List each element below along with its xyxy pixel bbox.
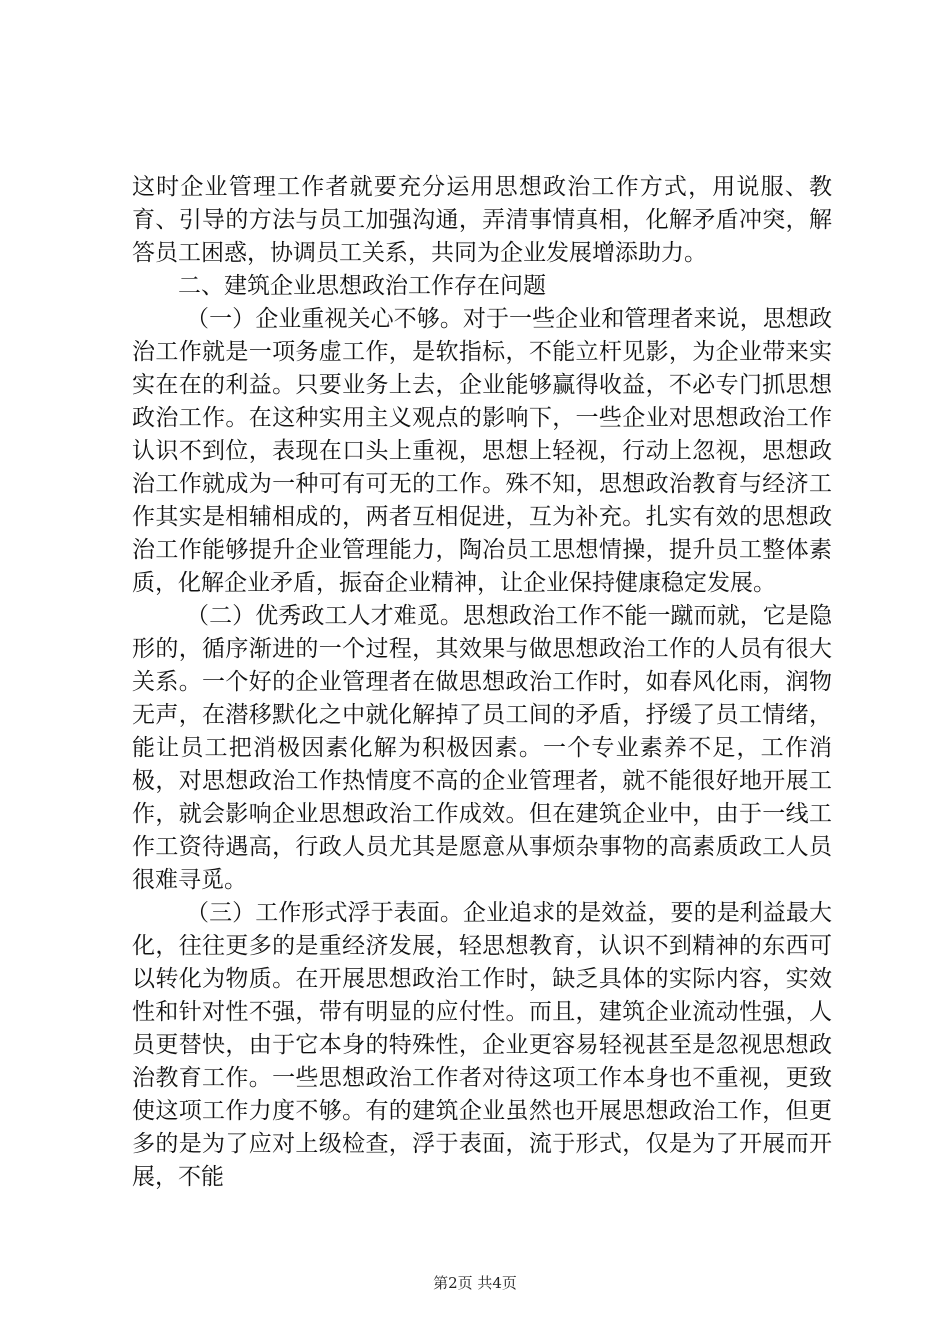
document-body [132,171,832,1194]
page-footer: 第2页 共4页 [433,1274,517,1292]
paragraph-issue-1: （一）企业重视关心不够。对于一些企业和管理者来说，思想政治工作就是一项务虚工作，是软指标，不能立杆见影，为企业带来实实在在的利益。只要业务上去，企业能够赢得收益，不必专门抓思想政治工作。在这种实用主义观点的影响下，一些企业对思想政治工作认识不到位，表现在口头上重视，思想上轻视，行动上忽视，思想政治工作就成为一种可有可无的工作。殊不知，思想政治教育与经济工作其实是相辅相成的，两者互相促进，互为补充。扎实有效的思想政治工作能够提升企业管理能力，陶冶员工思想情操，提升员工整体素质，化解企业矛盾，振奋企业精神，让企业保持健康稳定发展。 [132,306,832,596]
section-heading: 二、建筑企业思想政治工作存在问题 [178,273,546,299]
paragraph-issue-3: （三）工作形式浮于表面。企业追求的是效益，要的是利益最大化，往往更多的是重经济发展，轻思想教育，认识不到精神的东西可以转化为物质。在开展思想政治工作时，缺乏具体的实际内容，实效性和针对性不强，带有明显的应付性。而且，建筑企业流动性强，人员更替快，由于它本身的特殊性，企业更容易轻视甚至是忽视思想政治教育工作。一些思想政治工作者对待这项工作本身也不重视，更致使这项工作力度不够。有的建筑企业虽然也开展思想政治工作，但更多的是为了应对上级检查，浮于表面，流于形式，仅是为了开展而开展，不能 [132,900,832,1190]
paragraph-issue-2: （二）优秀政工人才难觅。思想政治工作不能一蹴而就，它是隐形的，循序渐进的一个过程，其效果与做思想政治工作的人员有很大关系。一个好的企业管理者在做思想政治工作时，如春风化雨，润物无声，在潜移默化之中就化解掉了员工间的矛盾，抒缓了员工情绪，能让员工把消极因素化解为积极因素。一个专业素养不足，工作消极，对思想政治工作热情度不高的企业管理者，就不能很好地开展工作，就会影响企业思想政治工作成效。但在建筑企业中，由于一线工作工资待遇高，行政人员尤其是愿意从事烦杂事物的高素质政工人员很难寻觅。 [132,603,832,893]
paragraph-continuation: 这时企业管理工作者就要充分运用思想政治工作方式，用说服、教育、引导的方法与员工加强沟通，弄清事情真相，化解矛盾冲突，解答员工困惑，协调员工关系，共同为企业发展增添助力。 [132,174,832,266]
